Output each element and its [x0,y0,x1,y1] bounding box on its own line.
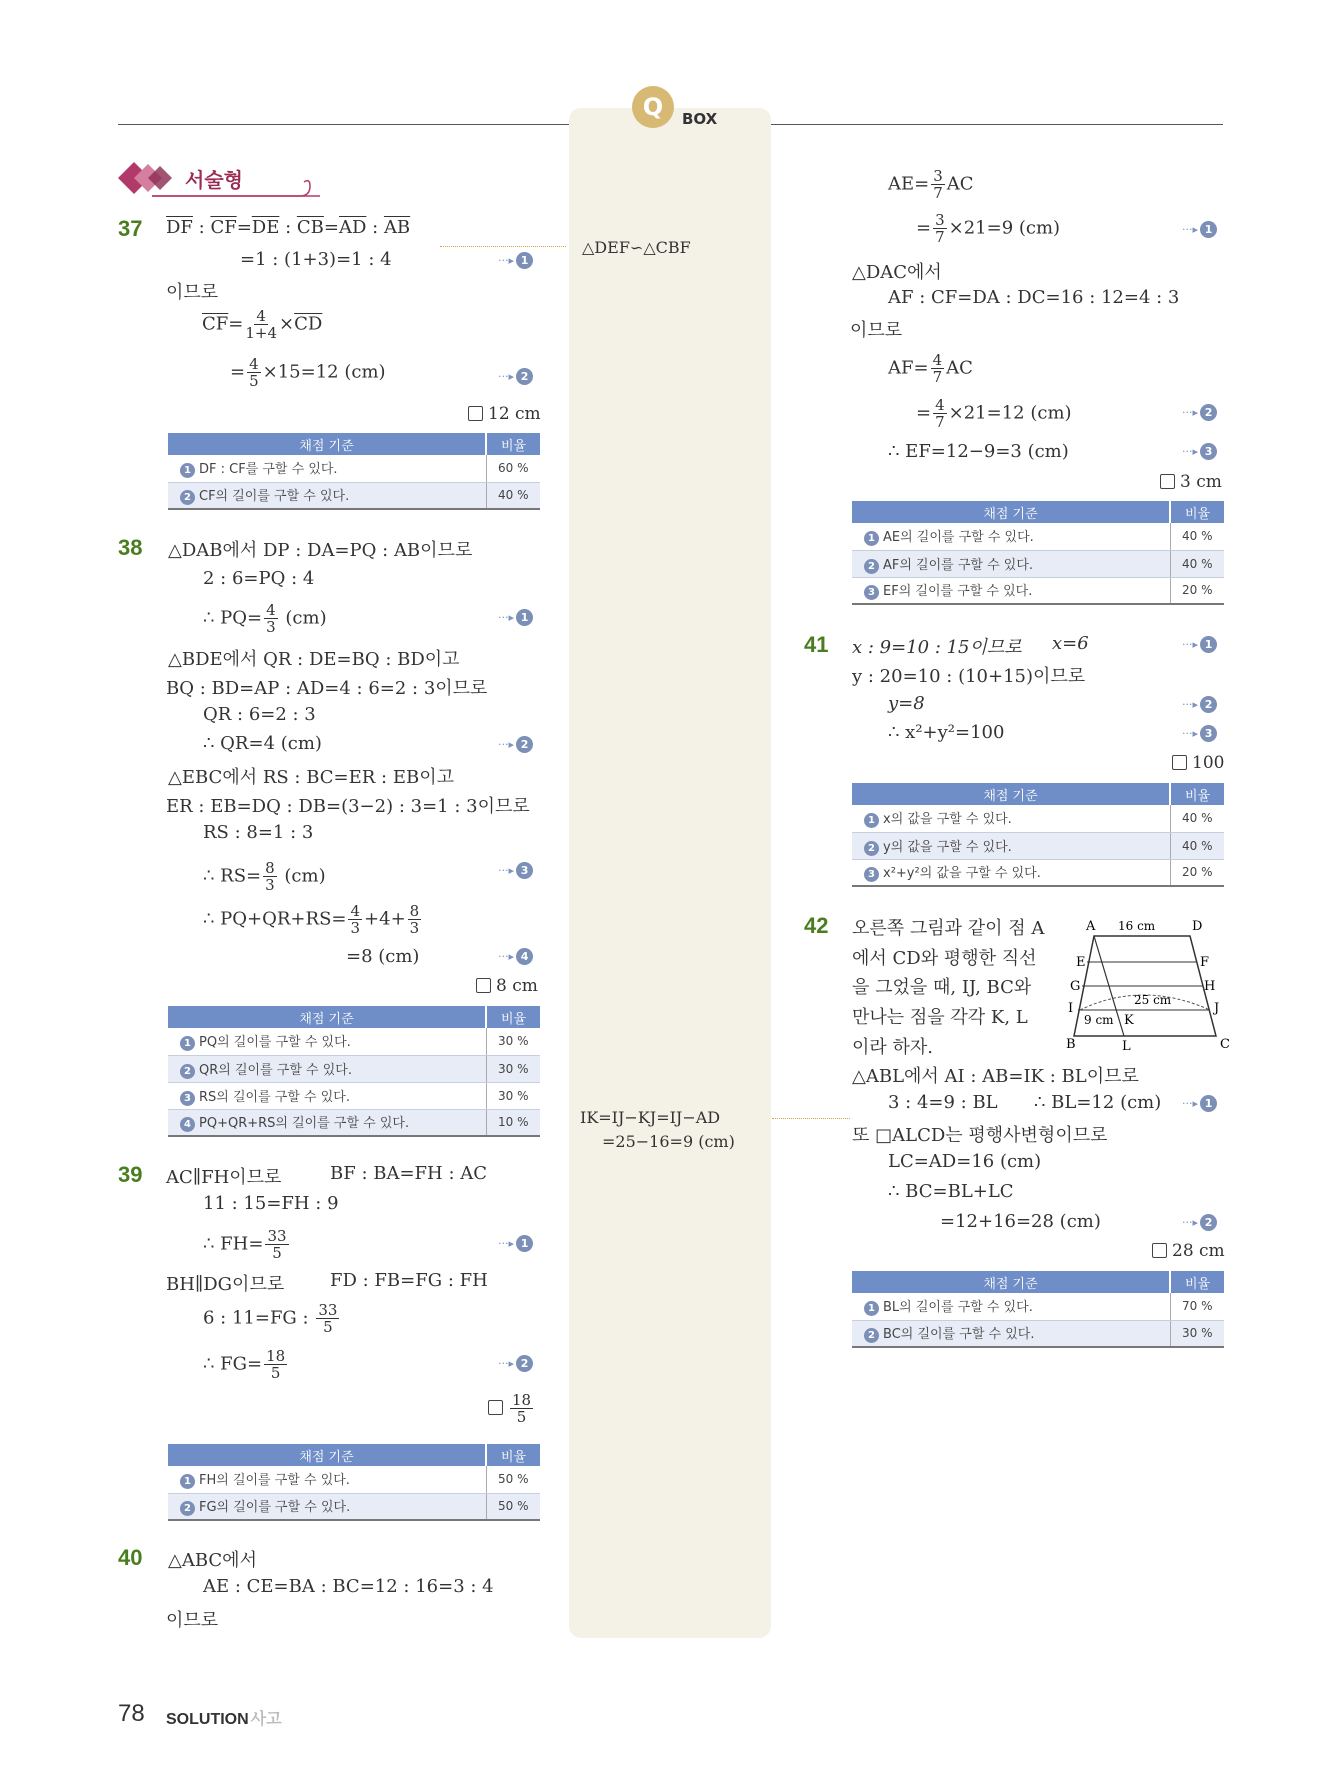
svg-text:I: I [1068,1001,1074,1016]
problem-number-42: 42 [804,913,829,938]
mark-3-icon: ···▸ 3 [1182,443,1217,460]
trapezoid-figure [1062,912,1238,1052]
mark-1-icon: ···▸ 1 [498,609,533,626]
p40-line2: AE : CE=BA : BC=12 : 16=3 : 4 [203,1576,494,1597]
p42-text1: 오른쪽 그림과 같이 점 A [852,918,1045,939]
p38-answer: 8 cm [476,976,538,996]
p40-r6: AF= $\frac{4}{7}$ AC [888,351,973,386]
header-rule-right [771,124,1223,125]
page-number: 78 [118,1700,145,1727]
p38-line5: BQ : BD=AP : AD=4 : 6=2 : 3이므로 [166,678,488,699]
qbox-column [569,108,771,1638]
p39-line5: 6 : 11=FG : $\frac{33}{5}$ [203,1301,338,1336]
p41-line1a: x : 9=10 : 15이므로 [852,637,1022,658]
problem-number-39: 39 [118,1162,143,1187]
answer-icon [488,1400,503,1415]
p39-line4b: FD : FB=FG : FH [330,1270,488,1291]
qbox-item-2a: IK=IJ−KJ=IJ−AD [580,1108,721,1127]
svg-text:J: J [1214,1001,1220,1016]
problem-number-40: 40 [118,1545,143,1570]
p39-answer: $\frac{18}{5}$ [488,1392,535,1425]
p37-line1: $\overline{DF}$ : $\overline{CF}=\overline{DE}$ : $\overline{CB}=\overline{AD}$ : $\overline{AB}$ [166,217,411,238]
svg-text:A: A [1086,919,1096,934]
footer-book-title: SOLUTION 사고 [166,1711,282,1728]
svg-text:9 cm: 9 cm [1084,1013,1114,1027]
p38-line3: ∴ PQ= $\frac{4}{3}$ (cm) [203,601,327,636]
p40-answer: 3 cm [1160,472,1222,492]
svg-text:C: C [1220,1037,1230,1052]
svg-text:25 cm: 25 cm [1134,993,1172,1007]
p40-r8: ∴ EF=12−9=3 (cm) [888,441,1069,462]
mark-2-icon: ···▸ 2 [1182,1214,1217,1231]
mark-1-icon: ···▸ 1 [498,1235,533,1252]
p37-line3: 이므로 [166,282,219,303]
p40-line3: 이므로 [166,1610,219,1631]
p42-line8: 또 □ALCD는 평행사변형이므로 [852,1125,1108,1146]
p38-line7: ∴ QR=4 (cm) [203,733,322,754]
p42-line7b: ∴ BL=12 (cm) [1034,1092,1162,1113]
mark-4-icon: ···▸ 4 [498,948,533,965]
criteria-table-42: 채점 기준 비율 1 BL의 길이를 구할 수 있다. 70 % 2 BC의 길이를 구할 수 있다. 30 % [852,1271,1224,1348]
svg-text:L: L [1122,1039,1131,1052]
p42-text2: 에서 CD와 평행한 직선 [852,948,1037,969]
problem-number-37: 37 [118,216,143,241]
qbox-label: BOX [682,110,718,128]
p41-line4: ∴ x²+y²=100 [888,722,1005,743]
p40-r2: = $\frac{3}{7}$ ×21=9 (cm) [916,211,1061,246]
p38-line13: =8 (cm) [346,946,420,967]
p42-line11: =12+16=28 (cm) [940,1211,1101,1232]
p39-line1a: AC∥FH이므로 [166,1167,282,1188]
p40-line1: △ABC에서 [168,1550,257,1571]
svg-text:16 cm: 16 cm [1118,919,1156,933]
criteria-table-40: 채점 기준 비율 1 AE의 길이를 구할 수 있다. 40 % 2 AF의 길이를 구할 수 있다. 40 % 3 EF의 길이를 구할 수 있다. 20 % [852,501,1224,605]
p40-r3: △DAC에서 [852,262,942,283]
mark-2-icon: ···▸ 2 [1182,404,1217,421]
p42-answer: 28 cm [1152,1241,1225,1261]
p40-r4: AF : CF=DA : DC=16 : 12=4 : 3 [888,287,1180,308]
p38-line10: RS : 8=1 : 3 [203,822,314,843]
p38-line8: △EBC에서 RS : BC=ER : EB이고 [168,767,454,788]
mark-1-icon: ···▸ 1 [1182,221,1217,238]
p37-line4: $\overline{CF}=$ $\frac{4}{1+4}$ $\times\overline{CD}$ [202,307,323,342]
leader-37 [440,246,566,247]
qbox-item-2b: =25−16=9 (cm) [602,1132,735,1151]
qbox-logo-icon: Q [632,86,674,128]
criteria-table-39: 채점 기준 비율 1 FH의 길이를 구할 수 있다. 50 % 2 FG의 길이를 구할 수 있다. 50 % [168,1444,540,1521]
answer-icon [468,406,483,421]
p42-line6: △ABL에서 AI : AB=IK : BL이므로 [852,1066,1139,1087]
p42-line9: LC=AD=16 (cm) [888,1151,1042,1172]
p41-answer: 100 [1172,753,1224,773]
mark-1-icon: ···▸ 1 [498,252,533,269]
criteria-table-38: 채점 기준 비율 1 PQ의 길이를 구할 수 있다. 30 % 2 QR의 길이를 구할 수 있다. 30 % 3 RS의 길이를 구할 수 있다. 30 % 4 PQ+QR+RS의 길이를 구할 수 있다. 10 % [168,1006,540,1137]
svg-text:H: H [1204,979,1216,994]
answer-icon [1160,474,1175,489]
p38-line4: △BDE에서 QR : DE=BQ : BD이고 [168,649,460,670]
p41-line2: y : 20=10 : (10+15)이므로 [852,666,1086,687]
p38-line1: △DAB에서 DP : DA=PQ : AB이므로 [168,540,473,561]
p39-line1b: BF : BA=FH : AC [330,1163,487,1184]
mark-2-icon: ···▸ 2 [498,736,533,753]
mark-1-icon: ···▸ 1 [1182,1095,1217,1112]
mark-3-icon: ···▸ 3 [498,862,533,879]
p42-text5: 이라 하자. [852,1037,933,1058]
problem-number-41: 41 [804,632,829,657]
problem-number-38: 38 [118,535,143,560]
leader-42 [772,1118,850,1119]
p38-line12: ∴ PQ+QR+RS= $\frac{4}{3}$ +4+ $\frac{8}{3}$ [203,902,420,937]
p37-answer: 12 cm [468,404,541,424]
p40-r5: 이므로 [850,320,903,341]
answer-icon [1152,1243,1167,1258]
p40-r7: = $\frac{4}{7}$ ×21=12 (cm) [916,396,1072,431]
mark-1-icon: ···▸ 1 [1182,636,1217,653]
p38-line2: 2 : 6=PQ : 4 [203,568,315,589]
header-rule-left [118,124,570,125]
answer-icon [476,978,491,993]
p37-line5: = $\frac{4}{5}$ ×15=12 (cm) [230,355,386,390]
mark-2-icon: ···▸ 2 [498,1355,533,1372]
p41-line1b: x=6 [1052,633,1089,654]
title-underline-icon [150,178,320,200]
p39-line2: 11 : 15=FH : 9 [203,1193,339,1214]
criteria-table-37: 채점 기준 비율 1 DF : CF를 구할 수 있다. 60 % 2 CF의 길이를 구할 수 있다. 40 % [168,433,540,510]
svg-text:B: B [1066,1037,1076,1052]
p39-line4a: BH∥DG이므로 [166,1274,285,1295]
svg-text:K: K [1124,1013,1134,1028]
svg-text:D: D [1192,919,1203,934]
svg-text:E: E [1076,955,1086,970]
svg-text:F: F [1200,955,1210,970]
mark-2-icon: ···▸ 2 [498,368,533,385]
answer-icon [1172,755,1187,770]
p42-line7a: 3 : 4=9 : BL [888,1092,998,1113]
p38-line11: ∴ RS= $\frac{8}{3}$ (cm) [203,859,326,894]
svg-text:G: G [1070,979,1081,994]
p42-text4: 만나는 점을 각각 K, L [852,1007,1028,1028]
p38-line6: QR : 6=2 : 3 [203,704,316,725]
p38-line9: ER : EB=DQ : DB=(3−2) : 3=1 : 3이므로 [166,796,530,817]
qbox-item-1: △DEF∽△CBF [582,238,691,257]
p39-line3: ∴ FH= $\frac{33}{5}$ [203,1227,287,1262]
section-title: 서술형 [185,168,243,192]
p40-r1: AE= $\frac{3}{7}$ AC [888,167,974,202]
p39-line6: ∴ FG= $\frac{18}{5}$ [203,1347,286,1382]
p42-text3: 을 그었을 때, IJ, BC와 [852,977,1032,998]
criteria-table-41: 채점 기준 비율 1 x의 값을 구할 수 있다. 40 % 2 y의 값을 구할 수 있다. 40 % 3 x²+y²의 값을 구할 수 있다. 20 % [852,783,1224,887]
mark-3-icon: ···▸ 3 [1182,725,1217,742]
p37-line2: =1 : (1+3)=1 : 4 [240,249,392,270]
p41-line3: y=8 [888,693,925,714]
mark-2-icon: ···▸ 2 [1182,696,1217,713]
p42-line10: ∴ BC=BL+LC [888,1181,1014,1202]
